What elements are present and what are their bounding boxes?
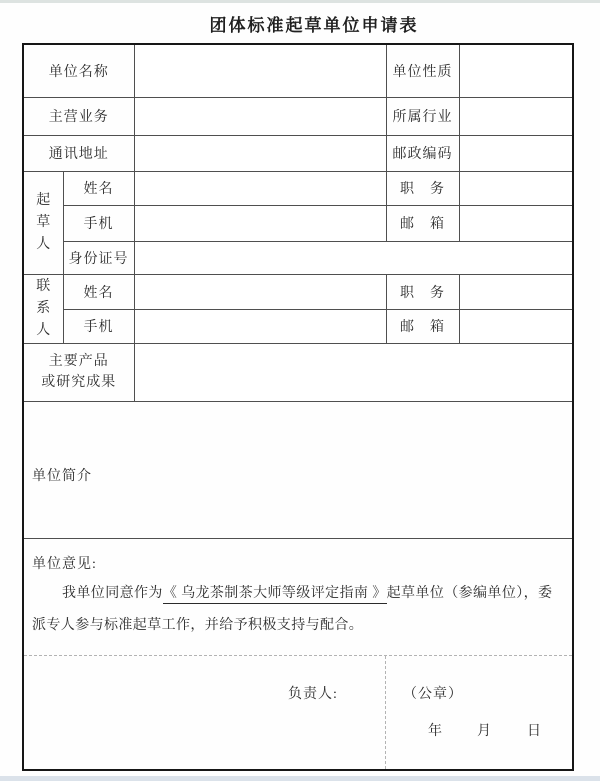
signer-label: 负责人:	[288, 686, 338, 702]
products-label-line2: 或研究成果	[41, 375, 117, 390]
contact-email-value	[459, 309, 573, 343]
date-day-label: 日	[527, 723, 541, 739]
unit-name-label: 单位名称	[23, 44, 134, 97]
unit-nature-label: 单位性质	[386, 44, 459, 97]
drafter-mobile-value	[134, 205, 386, 241]
products-label-line1: 主要产品	[48, 354, 109, 369]
table-row	[23, 135, 573, 171]
drafter-position-label: 职 务	[386, 171, 459, 205]
table-row	[23, 97, 573, 135]
signature-area-divider	[385, 656, 386, 770]
window-bottom-edge	[0, 776, 600, 781]
unit-intro-cell	[23, 401, 573, 538]
seal-label: （公章）	[403, 686, 463, 702]
unit-intro-label: 单位简介	[32, 468, 92, 484]
unit-opinion-cell	[23, 538, 573, 770]
industry-label: 所属行业	[386, 97, 459, 135]
application-table	[22, 43, 574, 771]
drafter-group-label	[23, 171, 63, 274]
contact-name-value	[134, 274, 386, 309]
drafter-name-value	[134, 171, 386, 205]
table-row	[23, 343, 573, 401]
table-row	[23, 44, 573, 97]
table-row	[23, 171, 573, 205]
drafter-group-text: 起草人	[36, 192, 51, 252]
date-year-label: 年	[428, 723, 442, 739]
postal-code-value	[459, 135, 573, 171]
signature-area	[24, 655, 572, 770]
address-value	[134, 135, 386, 171]
opinion-label: 单位意见:	[32, 556, 97, 572]
unit-nature-value	[459, 44, 573, 97]
table-row	[23, 309, 573, 343]
contact-mobile-label: 手机	[63, 309, 134, 343]
table-row	[23, 401, 573, 538]
postal-code-label: 邮政编码	[386, 135, 459, 171]
table-row	[23, 274, 573, 309]
table-row	[23, 538, 573, 770]
drafter-mobile-label: 手机	[63, 205, 134, 241]
opinion-line1-pre: 我单位同意作为	[62, 585, 163, 601]
contact-mobile-value	[134, 309, 386, 343]
date-month-label: 月	[477, 723, 491, 739]
drafter-email-label: 邮 箱	[386, 205, 459, 241]
contact-email-label: 邮 箱	[386, 309, 459, 343]
contact-group-label	[23, 274, 63, 343]
drafter-position-value	[459, 171, 573, 205]
drafter-name-label: 姓名	[63, 171, 134, 205]
products-value	[134, 343, 573, 401]
drafter-email-value	[459, 205, 573, 241]
main-business-label: 主营业务	[23, 97, 134, 135]
contact-position-value	[459, 274, 573, 309]
drafter-id-label: 身份证号	[63, 241, 134, 274]
contact-position-label: 职 务	[386, 274, 459, 309]
standard-title-underlined: 《 乌龙茶制茶大师等级评定指南 》	[163, 586, 387, 604]
address-label: 通讯地址	[23, 135, 134, 171]
window-top-edge	[0, 0, 600, 3]
drafter-id-value	[134, 241, 573, 274]
unit-name-value	[134, 44, 386, 97]
contact-name-label: 姓名	[63, 274, 134, 309]
opinion-line1-post: 起草单位（参编单位），委	[386, 585, 553, 601]
products-label	[23, 343, 134, 401]
contact-group-text: 联系人	[36, 278, 51, 338]
page-title: 团体标准起草单位申请表	[209, 16, 419, 35]
industry-value	[459, 97, 573, 135]
table-row	[23, 205, 573, 241]
main-business-value	[134, 97, 386, 135]
table-row	[23, 241, 573, 274]
opinion-text-line2: 派专人参与标准起草工作，并给予积极支持与配合。	[32, 617, 364, 633]
opinion-text-line1	[32, 584, 568, 604]
